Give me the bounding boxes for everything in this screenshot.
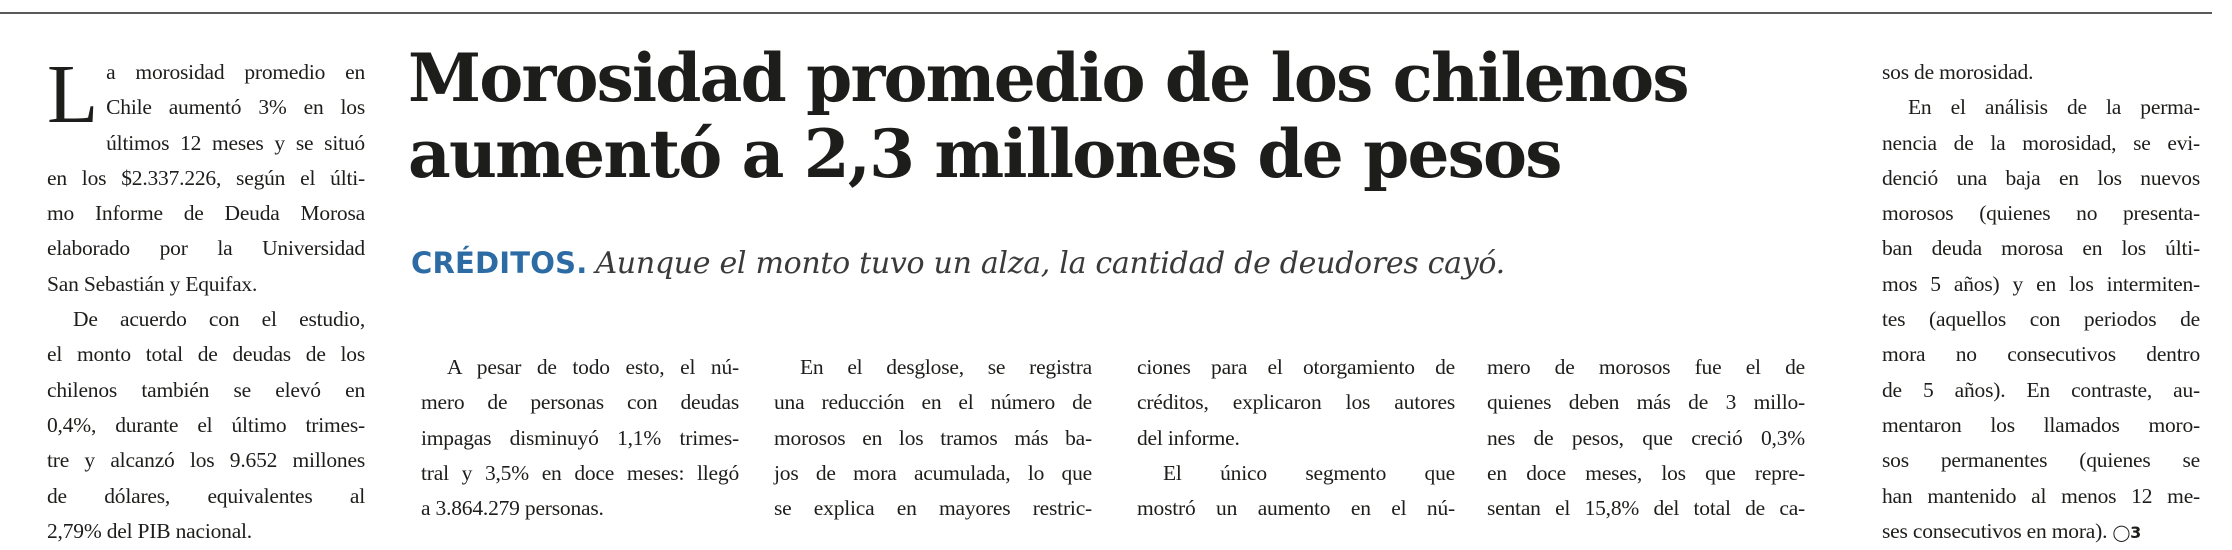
text-line: ciones para el otorgamiento de [1137,355,1455,379]
article-column-4 [1137,350,1455,526]
text-line: mostró un aumento en el nú- [1137,496,1455,521]
text-line: sos permanentes (quienes se [1882,448,2200,473]
text-line: impagas disminuyó 1,1% trimes- [421,425,739,450]
text-line: En el desglose, se registra [800,355,1092,379]
end-mark-icon: ◯3 [2112,522,2142,542]
text-line: mero de morosos fue el de [1487,355,1805,379]
text-line: ban deuda morosa en los últi- [1882,236,2200,261]
text-line: mos 5 años) y en los intermiten- [1882,271,2200,296]
text-line: una reducción en el número de [774,390,1092,415]
headline [408,40,1828,192]
section-label: CRÉDITOS. [411,246,588,280]
headline-line: Morosidad promedio de los chilenos [408,39,1688,117]
text-line: sentan el 15,8% del total de ca- [1487,496,1805,521]
text-line: 0,4%, durante el último trimes- [47,412,365,437]
text-line: sos de morosidad. [1882,60,2034,84]
text-line: elaborado por la Universidad [47,236,365,261]
text-line: tre y alcanzó los 9.652 millones [47,448,365,473]
article-column-1 [47,48,365,549]
headline-line: aumentó a 2,3 millones de pesos [408,115,1561,193]
text-line: mora no consecutivos dentro [1882,342,2200,367]
text-line: mo Informe de Deuda Morosa [47,201,365,226]
text-line: tral y 3,5% en doce meses: llegó [421,460,739,485]
text-line: mero de personas con deudas [421,390,739,415]
text-line: a morosidad promedio en [106,60,365,84]
text-line: jos de mora acumulada, lo que [774,460,1092,485]
text-line: a 3.864.279 personas. [421,496,604,521]
text-line: mentaron los llamados moro- [1882,412,2200,437]
text-line: de dólares, equivalentes al [47,483,365,508]
article-column-5 [1487,350,1805,526]
top-rule [0,12,2212,14]
article-column-2 [421,350,739,526]
text-line: últimos 12 meses y se situó [106,130,365,155]
drop-cap: L [47,48,99,141]
text-line: en doce meses, los que repre- [1487,460,1805,485]
text-line: Chile aumentó 3% en los [106,95,365,120]
text-line: del informe. [1137,425,1240,450]
text-line: quienes deben más de 3 millo- [1487,390,1805,415]
text-line [1882,514,2200,550]
text-line: De acuerdo con el estudio, [73,307,365,332]
text-line: A pesar de todo esto, el nú- [447,355,739,379]
deck-text: Aunque el monto tuvo un alza, la cantidad de deudores cayó. [595,246,1505,281]
text-line: nencia de la morosidad, se evi- [1882,130,2200,155]
text-line: créditos, explicaron los autores [1137,390,1455,415]
text-line: se explica en mayores restric- [774,496,1092,521]
text-line: denció una baja en los nuevos [1882,165,2200,190]
deck [411,246,1505,281]
article-column-6 [1882,55,2200,550]
text-line-content: ses consecutivos en mora). [1882,518,2108,543]
text-line: tes (aquellos con periodos de [1882,307,2200,332]
text-line: morosos (quienes no presenta- [1882,201,2200,226]
text-line: 2,79% del PIB nacional. [47,518,252,543]
text-line: el monto total de deudas de los [47,342,365,367]
text-line: San Sebastián y Equifax. [47,271,258,296]
text-line: han mantenido al menos 12 me- [1882,483,2200,508]
text-line: morosos en los tramos más ba- [774,425,1092,450]
text-line: de 5 años). En contraste, au- [1882,377,2200,402]
text-line: en los $2.337.226, según el últi- [47,165,365,190]
text-line: El único segmento que [1163,460,1455,485]
article-column-3 [774,350,1092,526]
text-line: chilenos también se elevó en [47,377,365,402]
text-line: nes de pesos, que creció 0,3% [1487,425,1805,450]
text-line: En el análisis de la perma- [1908,95,2200,120]
